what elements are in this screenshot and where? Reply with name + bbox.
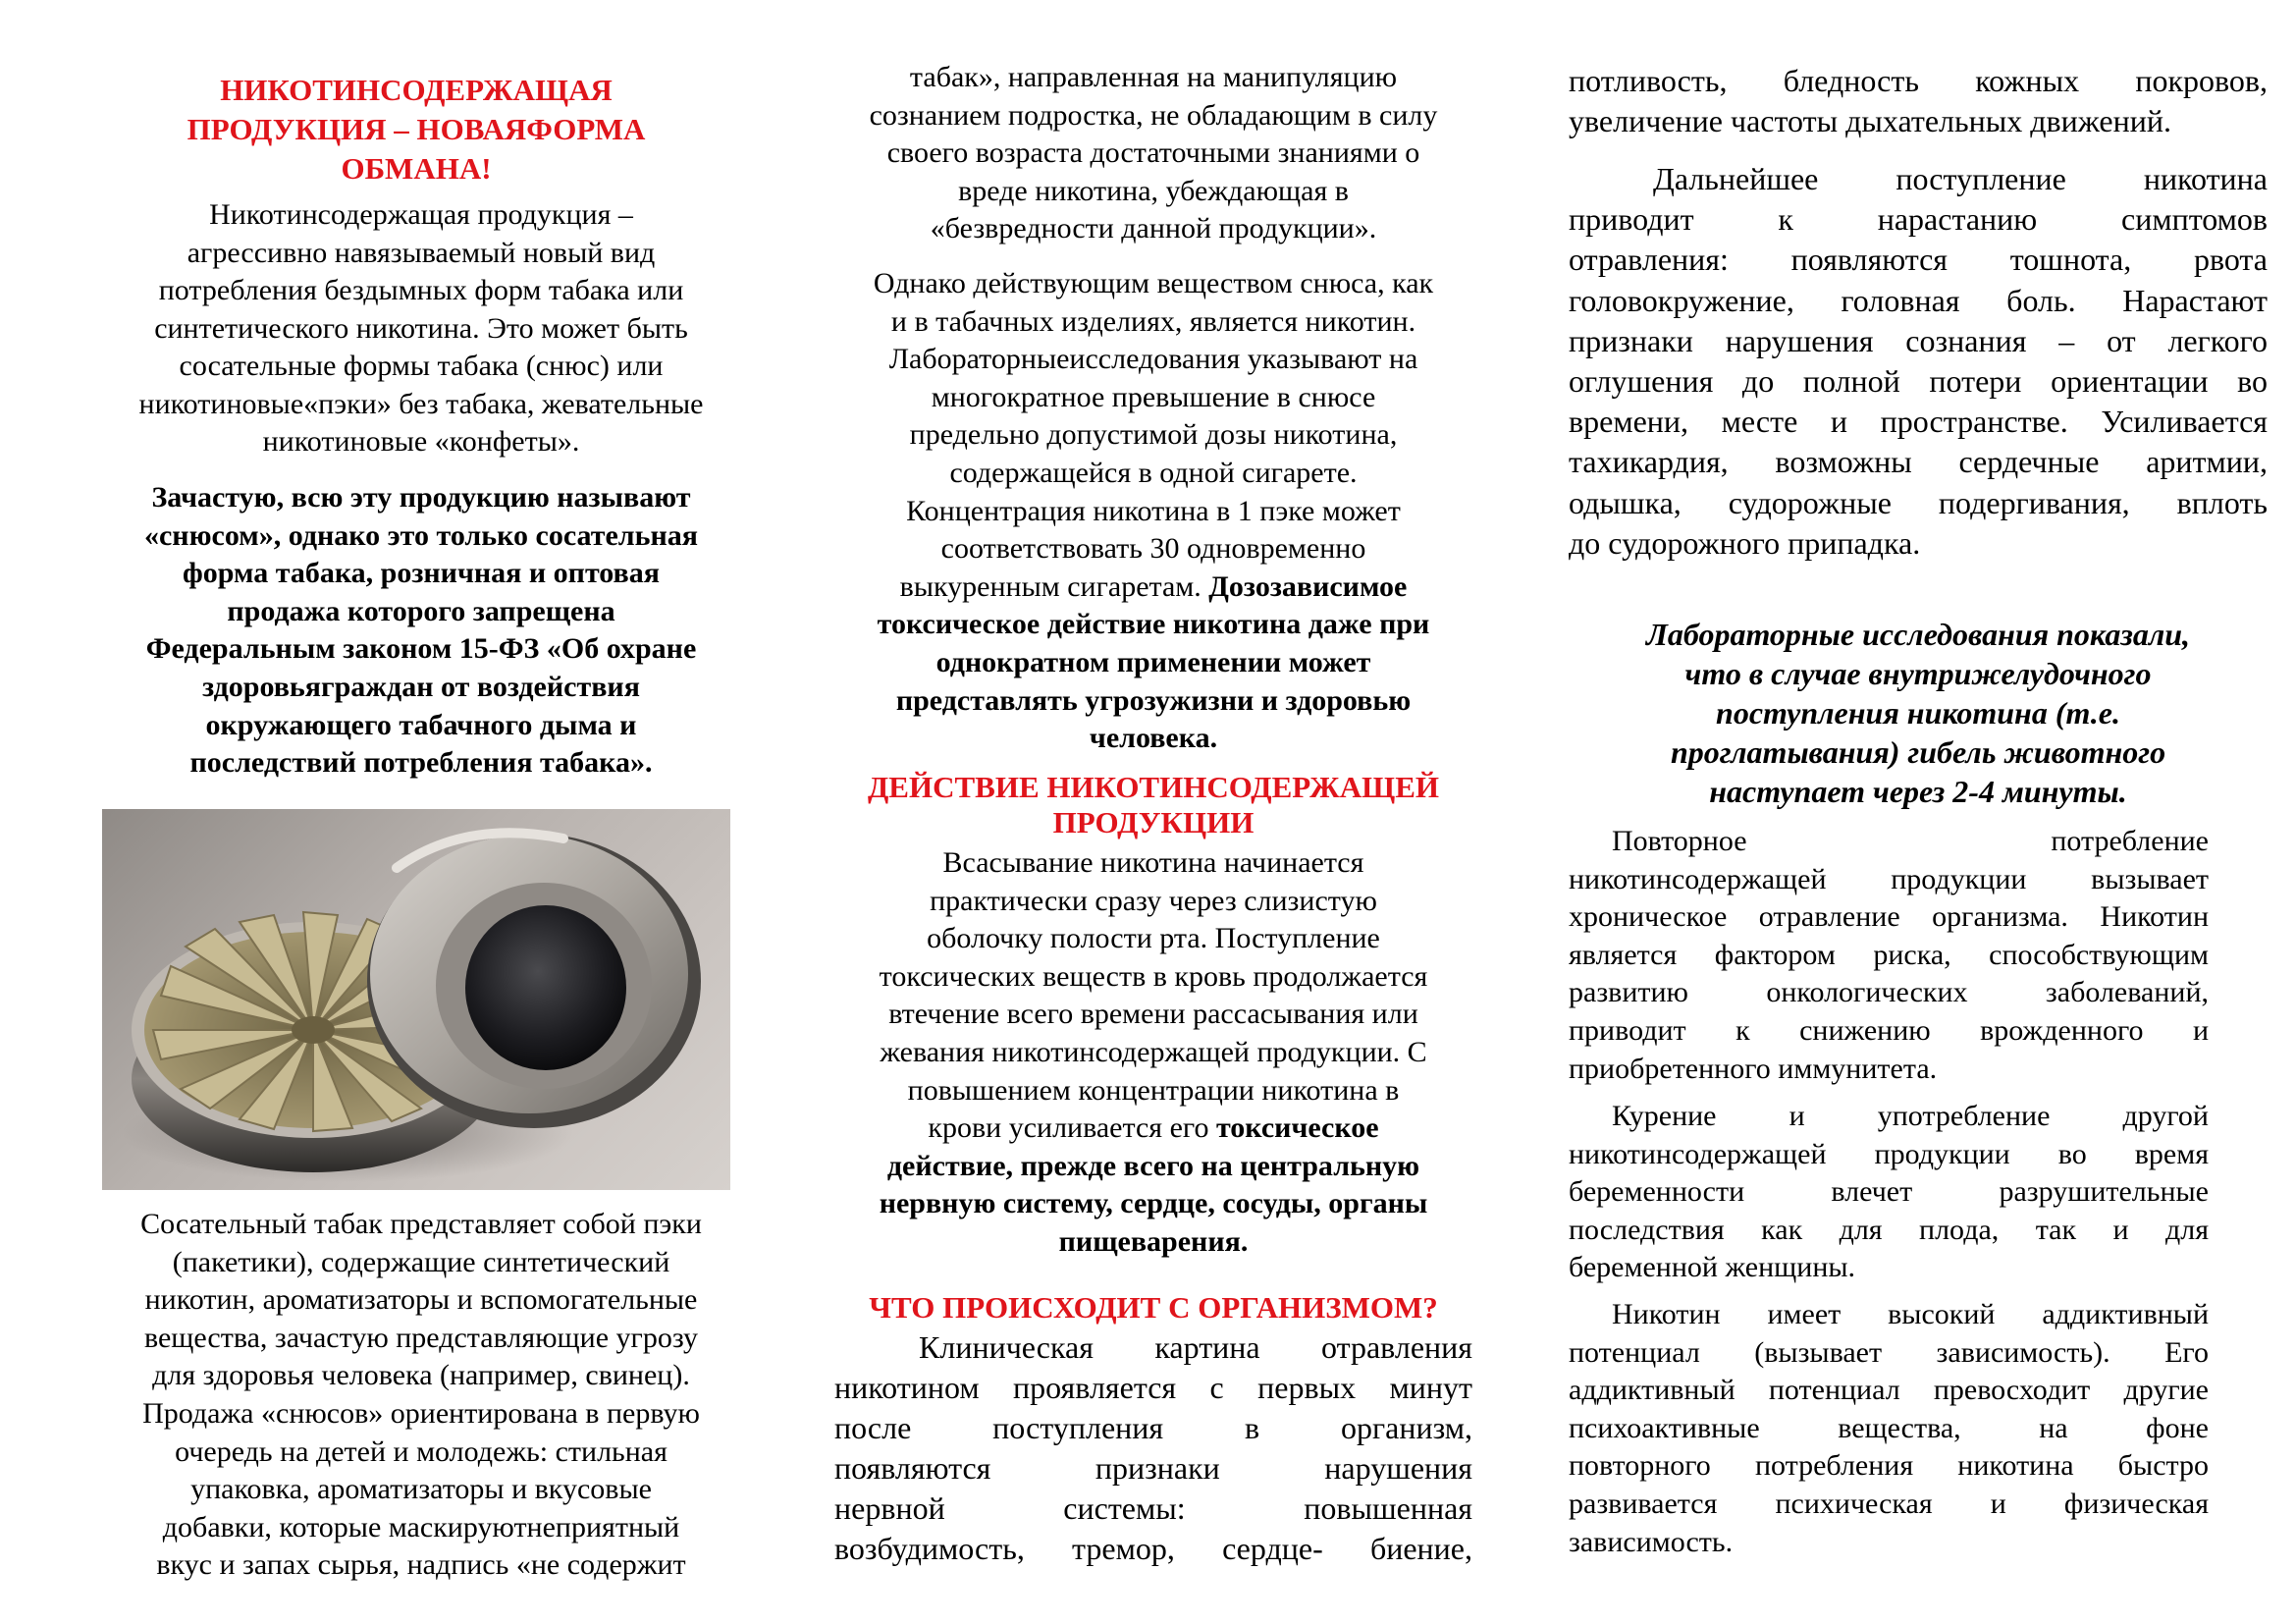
text-line: агрессивно навязываемый новый вид xyxy=(187,236,656,269)
text-line: поступления никотина (т.е. xyxy=(1716,695,2120,731)
text-line: повышением концентрации никотина в xyxy=(907,1073,1400,1107)
bold-fragment: Дозозависимое xyxy=(1208,569,1408,603)
text-line: Лабораторные исследования показали, xyxy=(1645,617,2191,652)
text-line: головокружение, головная боль. Нарастают xyxy=(1569,282,2268,318)
text-fragment: выкуренным сигаретам. xyxy=(899,569,1209,603)
text-line: проглатывания) гибель животного xyxy=(1670,734,2166,770)
text-line: продажа которого запрещена xyxy=(227,594,615,627)
text-line: «безвредности данной продукции». xyxy=(930,212,1377,244)
text-line: никотинсодержащей продукции во время xyxy=(1569,1137,2209,1170)
text-line: Клиническая картина отравления xyxy=(919,1329,1472,1365)
text-line xyxy=(834,1110,1472,1148)
text-line: Продажа «снюсов» ориентирована в первую xyxy=(142,1396,700,1430)
text-line: развивается психическая и физическая xyxy=(1569,1487,2209,1520)
text-line: аддиктивный потенциал превосходит другие xyxy=(1569,1374,2209,1407)
text-line: токсических веществ в кровь продолжается xyxy=(879,959,1428,993)
text-line: человека. xyxy=(1089,722,1218,755)
text-line: Дальнейшее поступление никотина xyxy=(1653,161,2268,196)
snus-tin-photo xyxy=(102,809,730,1190)
text-line: до судорожного припадка. xyxy=(1569,524,1921,561)
text-line: Однако действующим веществом снюса, как xyxy=(873,267,1434,299)
snus-tin-illustration xyxy=(102,809,730,1190)
text-line: что в случае внутрижелудочного xyxy=(1684,656,2152,691)
leaflet-title xyxy=(102,71,730,189)
text-line: оглушения до полной потери ориентации во xyxy=(1569,363,2268,400)
sucking-tobacco-paragraph xyxy=(102,1206,740,1585)
text-line: табак», направленная на манипуляцию xyxy=(909,61,1398,93)
snus-law-paragraph xyxy=(102,479,740,783)
pregnancy-paragraph xyxy=(1569,1098,2209,1287)
text-line: сосательные формы табака (снюс) или xyxy=(179,350,664,382)
poisoning-progression-paragraph xyxy=(1569,159,2268,564)
manipulation-paragraph xyxy=(834,59,1472,248)
text-line: соответствовать 30 одновременно xyxy=(940,532,1366,566)
text-line: упаковка, ароматизаторы и вкусовые xyxy=(190,1473,652,1506)
text-line: последствий потребления табака». xyxy=(189,746,653,780)
text-line: нервной системы: повышенная xyxy=(834,1490,1472,1526)
title-line: НИКОТИНСОДЕРЖАЩАЯ xyxy=(220,73,613,107)
text-line: отравления: появляются тошнота, рвота xyxy=(1569,242,2268,278)
text-line: никотинсодержащей продукции вызывает xyxy=(1569,862,2209,895)
text-line: признаки нарушения сознания – от легкого xyxy=(1569,322,2268,358)
text-line: появляются признаки нарушения xyxy=(834,1450,1472,1486)
text-line: никотином проявляется с первых минут xyxy=(834,1370,1472,1405)
text-line: после поступления в организм, xyxy=(834,1410,1472,1445)
text-line: окружающего табачного дыма и xyxy=(205,708,637,741)
text-line: Концентрация никотина в 1 пэке может xyxy=(906,494,1401,527)
text-line: и в табачных изделиях, является никотин. xyxy=(890,304,1416,338)
heading-line: ПРОДУКЦИИ xyxy=(1052,805,1255,839)
text-line: Никотин имеет высокий аддиктивный xyxy=(1612,1298,2209,1330)
text-line: вкус и запах сырья, надпись «не содержит xyxy=(156,1548,686,1582)
text-line: Зачастую, всю эту продукцию называют xyxy=(151,481,691,514)
text-line: приобретенного иммунитета. xyxy=(1569,1052,1938,1085)
text-line: содержащейся в одной сигарете. xyxy=(949,456,1358,489)
text-line: беременности влечет разрушительные xyxy=(1569,1175,2209,1209)
text-line: увеличение частоты дыхательных движений. xyxy=(1569,103,2171,138)
text-line: Курение и употребление другой xyxy=(1612,1100,2209,1132)
text-line: развитию онкологических заболеваний, xyxy=(1569,976,2209,1009)
text-line: хроническое отравление организма. Никотин xyxy=(1569,900,2209,934)
text-line: Всасывание никотина начинается xyxy=(942,846,1364,879)
text-line: очередь на детей и молодежь: стильная xyxy=(175,1435,667,1468)
text-line: Сосательный табак представляет собой пэки xyxy=(140,1208,702,1240)
text-fragment: крови усиливается его xyxy=(928,1111,1216,1145)
text-line: своего возраста достаточными знаниями о xyxy=(886,136,1420,169)
clinical-picture-paragraph xyxy=(834,1327,1472,1569)
text-line: Лабораторныеисследования указывают на xyxy=(888,343,1418,376)
text-line: наступает через 2-4 минуты. xyxy=(1709,774,2127,809)
symptoms-continued xyxy=(1569,61,2268,141)
text-line: предельно допустимой дозы никотина, xyxy=(909,418,1398,452)
text-line: втечение всего времени рассасывания или xyxy=(888,998,1418,1031)
text-line: зависимость. xyxy=(1569,1525,1734,1558)
text-line: потребления бездымных форм табака или xyxy=(158,274,684,306)
text-line: одышка, судорожные подергивания, вплоть xyxy=(1569,484,2268,520)
text-line: времени, месте и пространстве. Усиливается xyxy=(1569,404,2268,440)
heading-text: ЧТО ПРОИСХОДИТ С ОРГАНИЗМОМ? xyxy=(869,1290,1438,1325)
text-line: добавки, которые маскируютнеприятный xyxy=(162,1510,680,1543)
addiction-paragraph xyxy=(1569,1296,2209,1561)
text-line: вещества, зачастую представляющие угрозу xyxy=(143,1321,699,1354)
text-line: оболочку полости рта. Поступление xyxy=(927,922,1380,955)
heading-line: ДЕЙСТВИЕ НИКОТИНСОДЕРЖАЩЕЙ xyxy=(867,770,1440,804)
absorption-paragraph xyxy=(834,844,1472,1262)
text-line: здоровьяграждан от воздействия xyxy=(202,670,640,703)
text-line xyxy=(834,568,1472,607)
text-line: жевания никотинсодержащей продукции. С xyxy=(880,1035,1427,1068)
text-line: практически сразу через слизистую xyxy=(930,884,1377,917)
text-line: возбудимость, тремор, сердце- биение, xyxy=(834,1531,1472,1566)
text-line: Никотинсодержащая продукция – xyxy=(209,198,633,231)
chronic-poisoning-paragraph xyxy=(1569,823,2209,1088)
text-line: пищеварения. xyxy=(1058,1224,1249,1258)
text-line: последствия как для плода, так и для xyxy=(1569,1213,2209,1246)
text-line: приводит к нарастанию симптомов xyxy=(1569,201,2268,238)
text-line: однократном применении может xyxy=(935,645,1371,678)
nicotine-dose-paragraph xyxy=(834,265,1472,758)
text-line: «снюсом», однако это только сосательная xyxy=(143,518,698,552)
text-line: вреде никотина, убеждающая в xyxy=(958,174,1349,207)
title-line: ОБМАНА! xyxy=(341,151,492,186)
text-line: многократное превышение в снюсе xyxy=(931,380,1376,413)
text-line: (пакетики), содержащие синтетический xyxy=(172,1245,670,1278)
intro-paragraph xyxy=(102,196,740,461)
text-line: никотиновые«пэки» без табака, жевательные xyxy=(138,387,704,420)
text-line: является фактором риска, способствующим xyxy=(1569,938,2209,971)
text-line: психоактивные вещества, на фоне xyxy=(1569,1411,2209,1444)
text-line: сознанием подростка, не обладающим в силу xyxy=(869,98,1438,132)
text-line: для здоровья человека (например, свинец). xyxy=(152,1359,690,1392)
text-line: приводит к снижению врожденного и xyxy=(1569,1013,2209,1047)
text-line: тахикардия, возможны сердечные аритмии, xyxy=(1569,444,2268,480)
text-line: беременной женщины. xyxy=(1569,1251,1856,1284)
title-line: ПРОДУКЦИЯ – НОВАЯФОРМА xyxy=(187,112,646,146)
section-heading-organism xyxy=(834,1288,1472,1327)
text-line: никотиновые «конфеты». xyxy=(262,425,580,458)
text-line: потенциал (вызывает зависимость). Его xyxy=(1569,1335,2209,1369)
text-line: действие, прежде всего на центральную xyxy=(886,1149,1420,1182)
text-line: токсическое действие никотина даже при xyxy=(877,608,1430,641)
bold-fragment: токсическое xyxy=(1215,1111,1379,1145)
text-line: форма табака, розничная и оптовая xyxy=(183,557,660,590)
text-line: никотин, ароматизаторы и вспомогательные xyxy=(144,1283,698,1317)
text-line: потливость, бледность кожных покровов, xyxy=(1569,63,2268,98)
text-line: Повторное потребление xyxy=(1612,825,2209,857)
text-line: нервную систему, сердце, сосуды, органы xyxy=(879,1187,1428,1220)
text-line: представлять угрозужизни и здоровью xyxy=(895,683,1412,717)
section-heading-action xyxy=(834,770,1472,840)
lab-research-paragraph xyxy=(1569,615,2268,811)
text-line: Федеральным законом 15-ФЗ «Об охране xyxy=(145,632,697,666)
text-line: синтетического никотина. Это может быть xyxy=(154,311,688,345)
text-line: повторного потребления никотина быстро xyxy=(1569,1449,2209,1483)
